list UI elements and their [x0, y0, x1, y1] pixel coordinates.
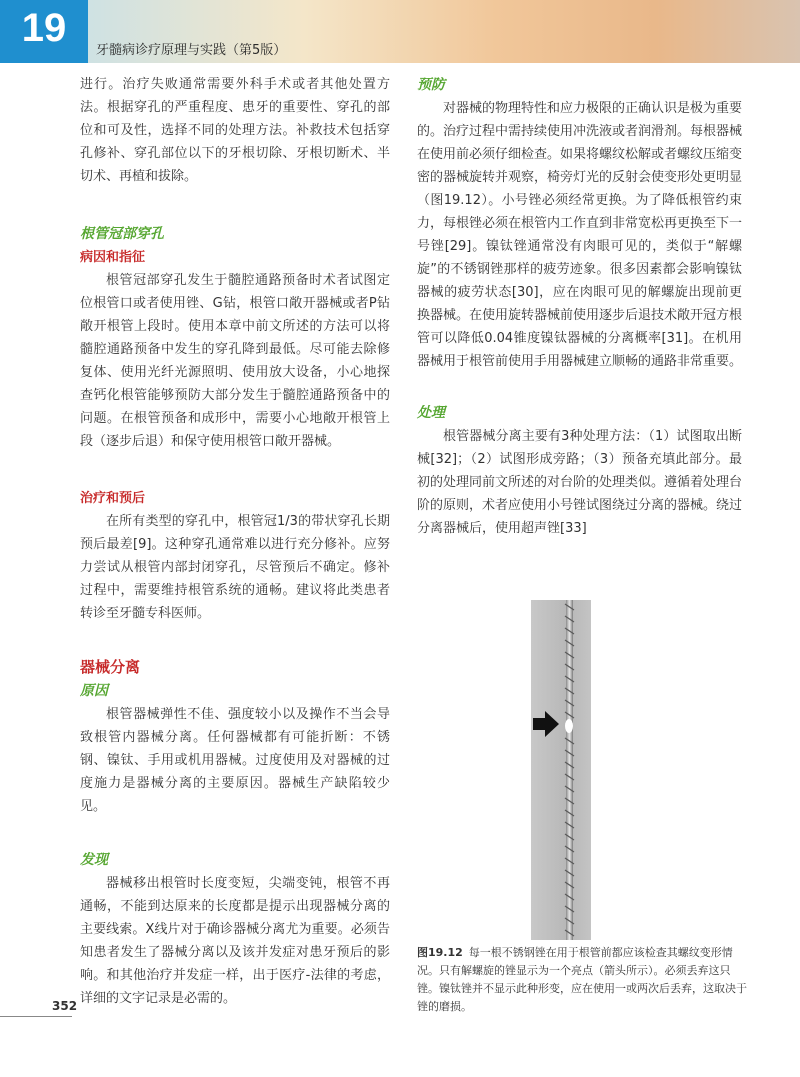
paragraph-cause-sign: 根管冠部穿孔发生于髓腔通路预备时术者试图定位根管口或者使用锉、G钻，根管口敞开器械或者P钻敞开根管上段时。使用本章中前文所述的方法可以将髓腔通路预备中发生的穿孔降到最低。尽可能去除修复体、使用光纤光源照明、使用放大设备，小心地探查钙化根管能够预防大部分发生于髓腔通路预备中的问题。在根管预备和成形中，需要小心地敞开根管上段（逐步后退）和保守使用根管口敞开器械。 [80, 273, 390, 449]
heading-prevention: 预防 [417, 77, 445, 93]
heading-cause: 原因 [80, 683, 108, 699]
figure-file-photo [531, 600, 591, 940]
page-header [0, 0, 800, 63]
heading-instrument-separation: 器械分离 [80, 658, 141, 676]
right-column [417, 73, 742, 540]
paragraph-management: 根管器械分离主要有3种处理方法：（1）试图取出断械[32]；（2）试图形成旁路；（3）预备充填此部分。最初的处理同前文所述的对台阶的处理类似。遵循着处理台阶的原则，术者应使用小号锉试图绕过分离的器械。绕过分离器械后，使用超声锉[33] [417, 429, 743, 536]
paragraph-intro: 进行。治疗失败通常需要外科手术或者其他处置方法。根据穿孔的严重程度、患牙的重要性、穿孔的部位和可及性，选择不同的处理方法。补救技术包括穿孔修补、穿孔部位以下的牙根切除、牙根切断术、半切术、再植和拔除。 [80, 77, 390, 184]
book-title: 牙髓病诊疗原理与实践（第5版） [96, 43, 287, 58]
file-shaft [566, 600, 573, 940]
heading-detection: 发现 [80, 852, 108, 868]
paragraph-prevention: 对器械的物理特性和应力极限的正确认识是极为重要的。治疗过程中需持续使用冲洗液或者润滑剂。每根器械在使用前必须仔细检查。如果将螺纹松解或者螺纹压缩变密的器械旋转并观察，椅旁灯光的反射会使变形处更明显（图19.12）。小号锉必须经常更换。为了降低根管约束力，每根锉必须在根管内工作直到非常宽松再更换至下一号锉[29]。镍钛锉通常没有肉眼可见的，类似于“解螺旋”的不锈钢锉那样的疲劳迹象。很多因素都会影响镍钛器械的疲劳状态[30]，应在肉眼可见的解螺旋出现前更换器械。在使用旋转器械前使用逐步后退技术敞开冠方根管可以降低0.04锥度镍钛器械的分离概率[31]。在机用器械用于根管前使用手用器械建立顺畅的通路非常重要。 [417, 101, 743, 369]
figure-caption [417, 944, 752, 1016]
paragraph-cause: 根管器械弹性不佳、强度较小以及操作不当会导致根管内器械分离。任何器械都有可能折断：不锈钢、镍钛、手用或机用器械。过度使用及对器械的过度施力是器械分离的主要原因。器械生产缺陷较少见。 [80, 707, 390, 814]
left-column [80, 73, 390, 1010]
chapter-number: 19 [21, 6, 67, 50]
paragraph-treatment-prognosis: 在所有类型的穿孔中，根管冠1/3的带状穿孔长期预后最差[9]。这种穿孔通常难以进行充分修补。应努力尝试从根管内部封闭穿孔，尽管预后不确定。修补过程中，需要维持根管系统的通畅。建议将此类患者转诊至牙髓专科医师。 [80, 514, 390, 621]
chapter-badge [0, 0, 88, 63]
paragraph-detection: 器械移出根管时长度变短，尖端变钝，根管不再通畅，不能到达原来的长度都是提示出现器械分离的主要线索。X线片对于确诊器械分离尤为重要。必须告知患者发生了器械分离以及该并发症对患牙预后的影响。和其他治疗并发症一样，出于医疗-法律的考虑，详细的文字记录是必需的。 [80, 876, 390, 1006]
figure-label: 图19.12 [417, 946, 463, 959]
twisted-file-illustration [531, 600, 591, 940]
heading-cause-sign: 病因和指征 [80, 250, 146, 265]
heading-management: 处理 [417, 405, 445, 421]
heading-treatment-prognosis: 治疗和预后 [80, 491, 146, 506]
bright-spot [565, 719, 573, 733]
figure-caption-text: 每一根不锈钢锉在用于根管前都应该检查其螺纹变形情况。只有解螺旋的锉显示为一个亮点（箭头所示）。必须丢弃这只锉。镍钛锉并不显示此种形变，应在使用一或两次后丢弃，这取决于锉的磨损。 [417, 946, 747, 1013]
heading-root-canal-perforation: 根管冠部穿孔 [80, 226, 164, 242]
arrow-icon [533, 711, 559, 737]
page-number: 352 [52, 999, 78, 1013]
footer-rule [0, 1016, 72, 1017]
